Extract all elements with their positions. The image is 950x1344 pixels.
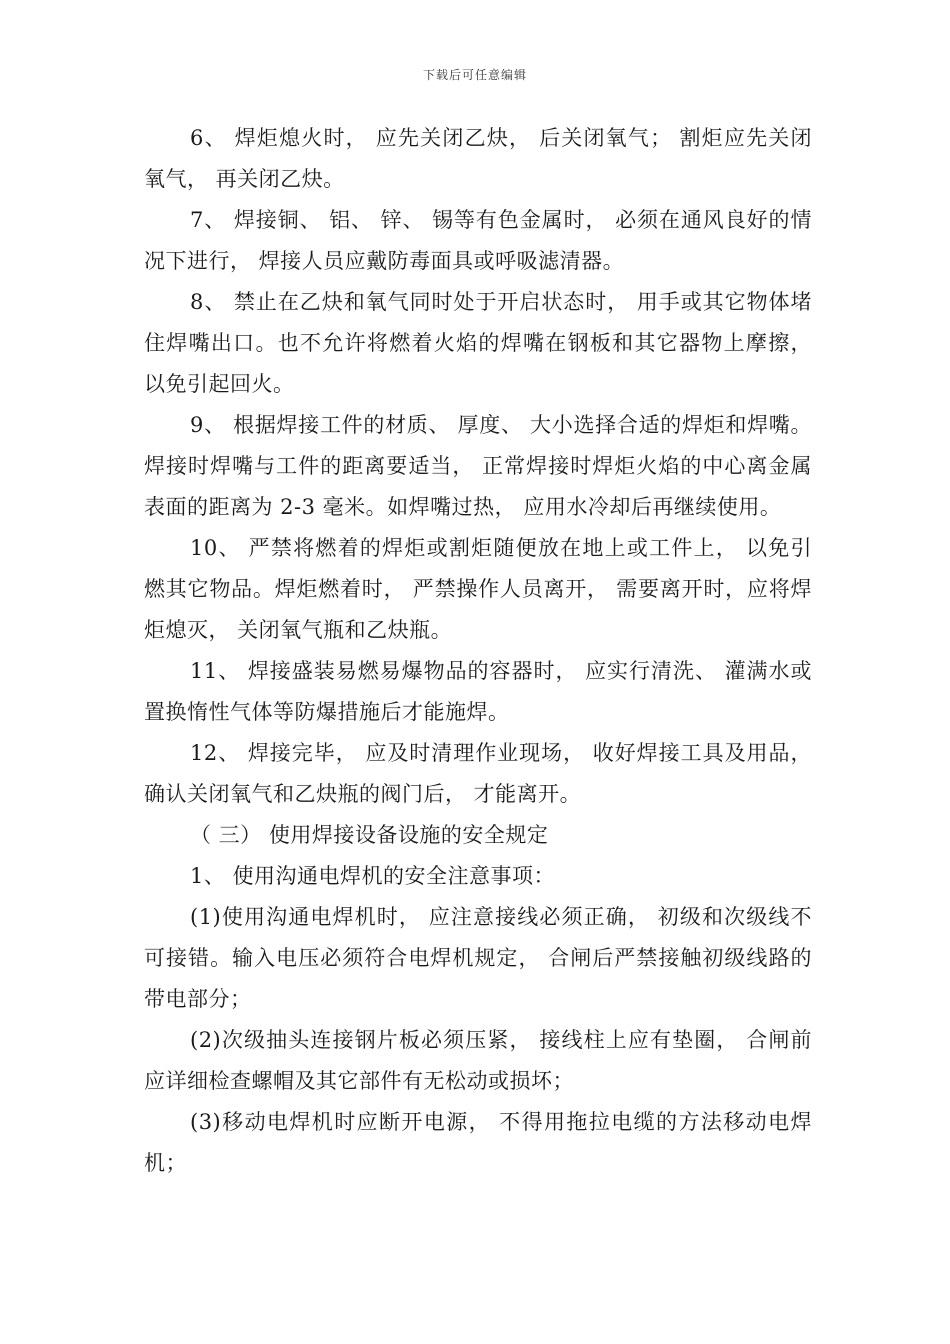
subsection-heading-1: 1、 使用沟通电焊机的安全注意事项：	[190, 864, 556, 888]
sub-item-1: (1)使用沟通电焊机时， 应注意接线必须正确， 初级和次级线不可接错。输入电压必须符合电焊机规定， 合闸后严禁接触初级线路的带电部分；	[144, 905, 812, 1011]
paragraph-item-7: 7、 焊接铜、 铝、 锌、 锡等有色金属时， 必须在通风良好的情况下进行， 焊接人员应戴防毒面具或呼吸滤清器。	[144, 208, 812, 273]
paragraph-item-10: 10、 严禁将燃着的焊炬或割炬随便放在地上或工件上， 以免引燃其它物品。焊炬燃着时， 严禁操作人员离开， 需要离开时，应将焊炬熄灭， 关闭氧气瓶和乙炔瓶。	[144, 536, 812, 642]
paragraph-item-9: 9、 根据焊接工件的材质、 厚度、 大小选择合适的焊炬和焊嘴。焊接时焊嘴与工件的距离要适当， 正常焊接时焊炬火焰的中心离金属表面的距离为 2-3 毫米。如焊嘴过热， 应用水冷却后再继续使用。	[144, 413, 812, 519]
sub-item-2: (2)次级抽头连接钢片板必须压紧， 接线柱上应有垫圈， 合闸前应详细检查螺帽及其它部件有无松动或损坏；	[144, 1028, 812, 1093]
paragraph-item-8: 8、 禁止在乙炔和氧气同时处于开启状态时， 用手或其它物体堵住焊嘴出口。也不允许将燃着火焰的焊嘴在钢板和其它器物上摩擦， 以免引起回火。	[144, 290, 812, 396]
section-heading-3: （ 三） 使用焊接设备设施的安全规定	[190, 823, 549, 847]
paragraph-item-6: 6、 焊炬熄火时， 应先关闭乙炔， 后关闭氧气； 割炬应先关闭氧气， 再关闭乙炔。	[144, 126, 812, 191]
paragraph-item-11: 11、 焊接盛装易燃易爆物品的容器时， 应实行清洗、 灌满水或置换惰性气体等防爆措施后才能施焊。	[144, 659, 812, 724]
page-header: 下载后可任意编辑	[422, 68, 527, 82]
document-body	[144, 118, 812, 1184]
paragraph-item-12: 12、 焊接完毕， 应及时清理作业现场， 收好焊接工具及用品， 确认关闭氧气和乙炔瓶的阀门后， 才能离开。	[144, 741, 812, 806]
sub-item-3: (3)移动电焊机时应断开电源， 不得用拖拉电缆的方法移动电焊机；	[144, 1110, 812, 1175]
